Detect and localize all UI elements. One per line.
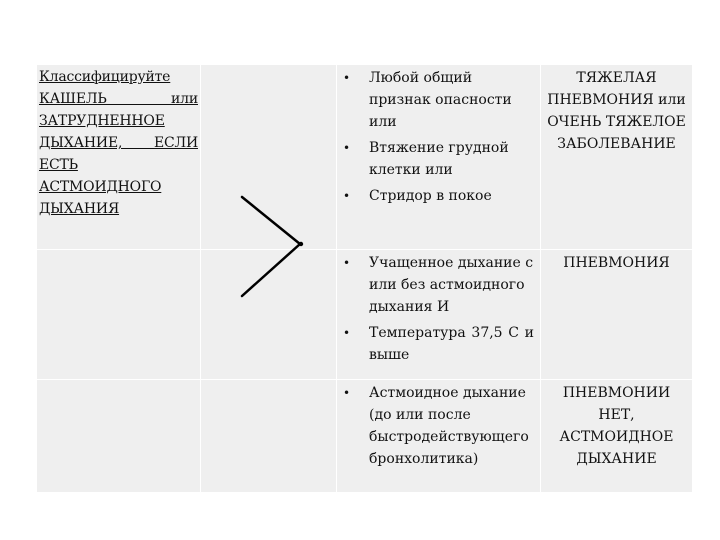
result-cell-pneumonia	[541, 250, 693, 380]
signs-list	[339, 252, 534, 366]
classify-line: Классифицируйте	[39, 69, 171, 85]
result-cell-severe	[541, 65, 693, 250]
bullet-icon: •	[343, 189, 351, 203]
list-item	[339, 137, 534, 181]
list-item	[339, 67, 534, 133]
empty-cell	[37, 380, 201, 493]
signs-cell-wheeze	[337, 380, 541, 493]
signs-cell-pneumonia	[337, 250, 541, 380]
classify-line: КАШЕЛЬ или	[39, 91, 198, 107]
result-line: НЕТ,	[598, 407, 635, 423]
bullet-icon: •	[343, 326, 351, 340]
signs-list	[339, 67, 534, 207]
sign-text: Стридор в покое	[369, 188, 492, 204]
sign-text: Любой общий признак опасности или	[369, 70, 512, 130]
classify-line: АСТМОИДНОГО	[39, 179, 162, 195]
sign-text: Втяжение грудной клетки или	[369, 140, 509, 178]
classify-line: ЕСТЬ	[39, 157, 78, 173]
result-line: ПНЕВМОНИЯ	[563, 255, 670, 271]
bullet-icon: •	[343, 386, 351, 400]
result-line: ДЫХАНИЕ	[576, 451, 657, 467]
list-item	[339, 382, 534, 470]
list-item	[339, 322, 534, 366]
result-line: ОЧЕНЬ ТЯЖЕЛОЕ	[547, 114, 686, 130]
classify-line: ДЫХАНИЕ, ЕСЛИ	[39, 135, 198, 151]
classification-table	[37, 65, 693, 493]
empty-cell	[201, 380, 337, 493]
sign-text: Учащенное дыхание с или без астмоидного дыхания И	[369, 255, 534, 315]
result-cell-wheeze	[541, 380, 693, 493]
signs-list	[339, 382, 534, 470]
result-line: ТЯЖЕЛАЯ	[576, 70, 657, 86]
arrow-cell	[201, 65, 337, 250]
classify-line: ДЫХАНИЯ	[39, 201, 120, 217]
list-item	[339, 252, 534, 318]
empty-cell	[201, 250, 337, 380]
classify-instruction	[39, 66, 198, 220]
signs-cell-severe	[337, 65, 541, 250]
empty-cell	[37, 250, 201, 380]
bullet-icon: •	[343, 71, 351, 85]
sign-text: Астмоидное дыхание (до или после быстродействующего бронхолитика)	[369, 385, 529, 467]
classify-cell	[37, 65, 201, 250]
bullet-icon: •	[343, 141, 351, 155]
bullet-icon: •	[343, 256, 351, 270]
sign-text: Температура 37,5 С и выше	[369, 325, 534, 363]
result-line: ПНЕВМОНИЯ или	[547, 92, 686, 108]
result-line: ЗАБОЛЕВАНИЕ	[557, 136, 676, 152]
result-line: АСТМОИДНОЕ	[559, 429, 674, 445]
result-line: ПНЕВМОНИИ	[562, 385, 671, 401]
classify-line: ЗАТРУДНЕННОЕ	[39, 113, 165, 129]
list-item	[339, 185, 534, 207]
